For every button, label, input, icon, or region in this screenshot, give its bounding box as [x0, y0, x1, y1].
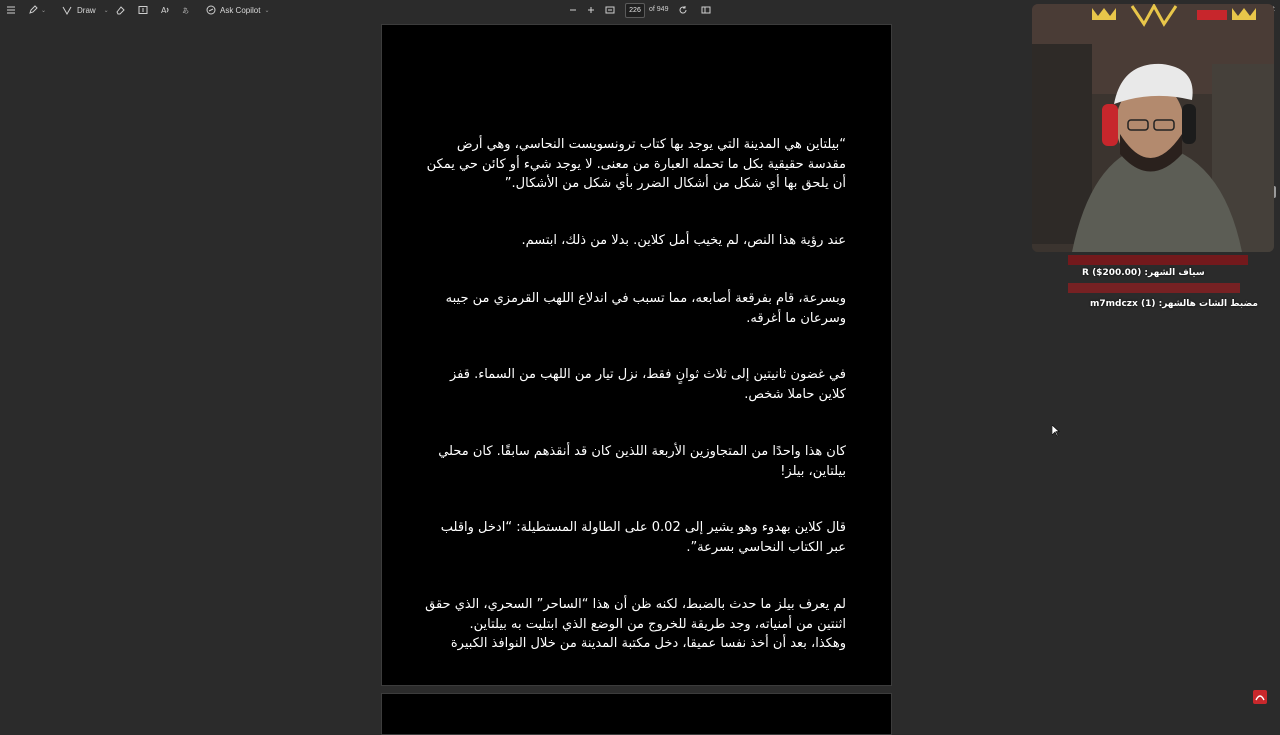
- zoom-in-button[interactable]: [587, 3, 595, 17]
- paragraph-line: لم يعرف بيلز ما حدث بالضبط، لكنه ظن أن هذا “الساحر” السحري، الذي حقق: [425, 597, 846, 612]
- pdf-icon[interactable]: [1253, 690, 1267, 704]
- document-paragraph: [450, 365, 846, 404]
- read-aloud-icon: [160, 5, 170, 15]
- mouse-cursor-icon: [1052, 425, 1060, 437]
- paragraph-line: قال كلاين بهدوء وهو يشير إلى 0.02 على الطاولة المستطيلة: “ادخل واقلب: [440, 520, 846, 535]
- paragraph-line: أن يلحق بها أي شكل من أشكال الضرر بأي شكل من الأشكال.”: [504, 176, 846, 191]
- erase-button[interactable]: [115, 3, 125, 17]
- eraser-icon: [115, 5, 125, 15]
- document-paragraph: [441, 518, 846, 557]
- monthly-supporter-label: سياف الشهر: (200.00$) R: [1082, 268, 1205, 278]
- paragraph-line: مقدسة حقيقية بكل ما تحمله العبارة من معنى. لا يوجد شيء أو كائن حي يمكن: [426, 156, 846, 172]
- translate-icon: [182, 5, 192, 15]
- highlight-button[interactable]: [28, 3, 46, 17]
- fit-page-icon: [605, 5, 615, 15]
- page-view-icon: [701, 5, 711, 15]
- text-box-icon: [138, 5, 148, 15]
- list-icon: [6, 5, 16, 15]
- copilot-label: Ask Copilot: [220, 5, 261, 15]
- svg-text:A: A: [161, 6, 167, 15]
- page-number-input[interactable]: 226: [625, 3, 645, 18]
- translate-button[interactable]: [182, 3, 192, 17]
- document-paragraph: [522, 231, 847, 251]
- contents-button[interactable]: [6, 3, 16, 17]
- webcam-feed: [1032, 4, 1274, 252]
- zoom-out-icon: [569, 6, 577, 14]
- page-view-button[interactable]: [701, 3, 711, 17]
- draw-button[interactable]: [62, 3, 109, 17]
- fit-page-button[interactable]: [605, 3, 615, 17]
- paragraph-line: اثنتين من أمنياته، وجد طريقة للخروج من الوضع الذي ابتليت به بيلتاين.: [469, 616, 846, 632]
- draw-label: Draw: [77, 5, 96, 15]
- rotate-button[interactable]: [678, 3, 688, 17]
- highlighter-icon: [28, 5, 38, 15]
- paragraph-line: وبسرعة، قام بفرقعة أصابعه، مما تسبب في اندلاع اللهب القرمزي من جيبه: [445, 291, 846, 306]
- document-page[interactable]: [381, 24, 892, 686]
- paragraph-line: كلاين حاملا شخص.: [744, 386, 846, 402]
- paragraph-line: بيلتاين، بيلز!: [780, 463, 846, 479]
- paragraph-line: كان هذا واحدًا من المتجاوزين الأربعة اللذين كان قد أنقذهم سابقًا. كان محلي: [438, 444, 846, 459]
- rotate-icon: [678, 5, 688, 15]
- paragraph-line: وهكذا، بعد أن أخذ نفسا عميقا، دخل مكتبة المدينة من خلال النوافذ الكبيرة: [450, 636, 846, 651]
- copilot-icon: [206, 5, 216, 15]
- monthly-moderator-label: مضبط الشات هالشهر: (1) m7mdczx: [1090, 299, 1258, 309]
- paragraph-line: في غضون ثانيتين إلى ثلاث ثوانٍ فقط، نزل تيار من اللهب من السماء. قفز: [449, 367, 846, 382]
- document-paragraph: [425, 595, 846, 654]
- read-aloud-button[interactable]: [160, 3, 170, 17]
- paragraph-line: “بيلتاين هي المدينة التي يوجد بها كتاب ترونسويست النحاسي، وهي أرض: [456, 137, 846, 152]
- chevron-down-icon: ⌄: [103, 6, 109, 14]
- zoom-out-button[interactable]: [569, 3, 577, 17]
- overlay-red-strip: [1068, 283, 1240, 293]
- webcam-image: [1032, 4, 1274, 252]
- document-paragraph: [427, 135, 846, 194]
- add-text-button[interactable]: [138, 3, 148, 17]
- document-paragraph: [438, 442, 846, 481]
- ask-copilot-button[interactable]: [206, 3, 270, 17]
- document-paragraph: [446, 289, 846, 328]
- zoom-in-icon: [587, 6, 595, 14]
- paragraph-line: عبر الكتاب النحاسي بسرعة”.: [686, 539, 846, 555]
- paragraph-line: عند رؤية هذا النص، لم يخيب أمل كلاين. بدلا من ذلك، ابتسم.: [521, 233, 846, 248]
- next-document-page[interactable]: [381, 693, 892, 735]
- overlay-red-banner: [1068, 255, 1248, 265]
- paragraph-line: وسرعان ما أغرقه.: [746, 310, 846, 326]
- chevron-down-icon: ⌄: [264, 6, 270, 14]
- svg-text:あ: あ: [182, 7, 189, 15]
- draw-icon: [62, 5, 72, 15]
- page-total: of 949: [649, 6, 669, 13]
- chevron-down-icon: ⌄: [41, 6, 47, 14]
